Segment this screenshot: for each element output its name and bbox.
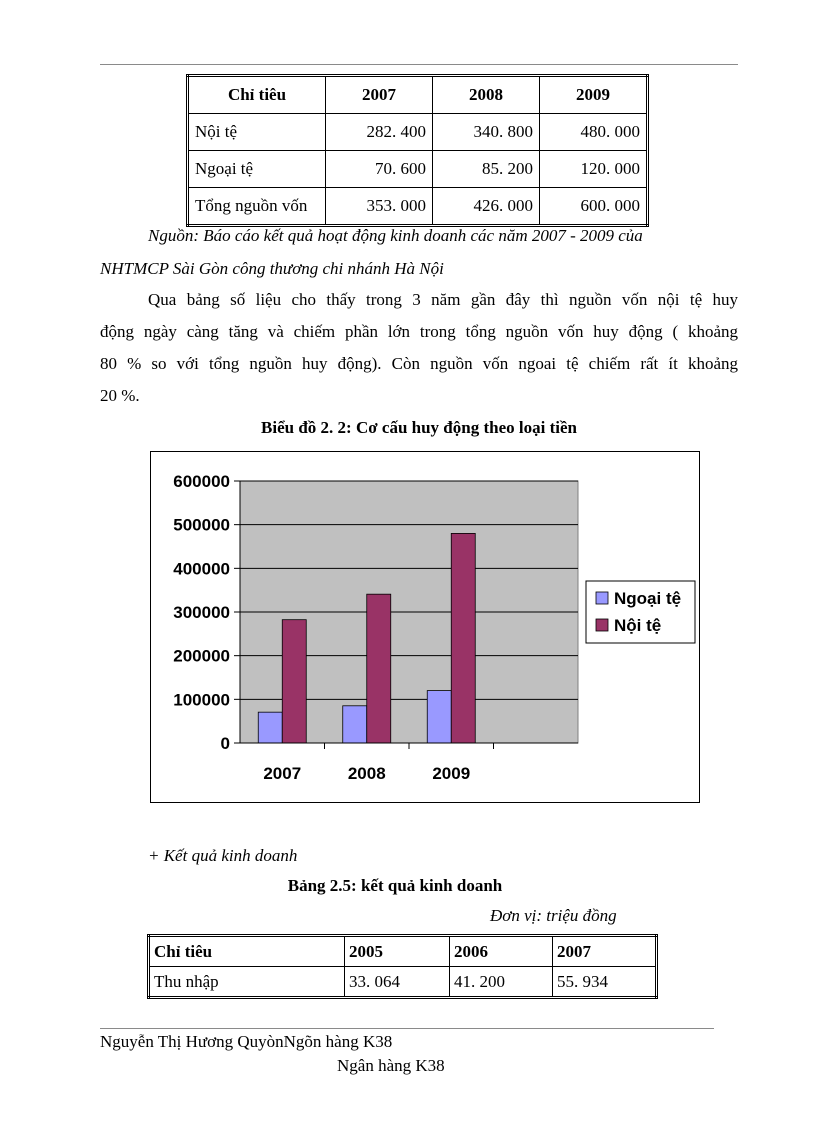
bar-foreign-2007 (258, 712, 282, 743)
footer-author: Nguyễn Thị Hương QuyònNgõn hàng K38 (100, 1032, 393, 1051)
table-title: Bảng 2.5: kết quả kinh doanh (287, 876, 503, 895)
table-cell: 85. 200 (433, 151, 540, 188)
table-cell: 41. 200 (450, 967, 553, 998)
table-cell: Tổng nguồn vốn (188, 188, 326, 226)
chart-caption: Biểu đồ 2. 2: Cơ cấu huy động theo loại tiền (261, 418, 577, 437)
table-cell: 70. 600 (326, 151, 433, 188)
table-row (188, 151, 648, 188)
capital-table (186, 74, 649, 227)
body-line: 20 %. (100, 386, 140, 405)
table-cell: 600. 000 (540, 188, 648, 226)
table-cell: 353. 000 (326, 188, 433, 226)
table-header-cell: 2007 (553, 936, 657, 967)
legend-swatch-foreign (596, 592, 608, 604)
table-row (188, 188, 648, 226)
table-cell: 340. 800 (433, 114, 540, 151)
table-header-row (188, 76, 648, 114)
y-tick-label: 0 (220, 734, 230, 753)
legend (586, 581, 695, 643)
table-cell: 480. 000 (540, 114, 648, 151)
footer-department: Ngân hàng K38 (337, 1056, 445, 1075)
section-heading: + Kết quả kinh doanh (148, 846, 298, 865)
table-header-cell: 2006 (450, 936, 553, 967)
y-tick-label: 400000 (173, 559, 230, 579)
x-tick-label: 2009 (432, 764, 471, 783)
y-tick-label: 100000 (173, 690, 230, 710)
bar-foreign-2009 (427, 691, 451, 743)
y-tick-label: 200000 (173, 646, 230, 666)
legend-swatch-local (596, 619, 608, 631)
table-row (188, 114, 648, 151)
table-header-cell: Chỉ tiêu (188, 76, 326, 114)
bar-local-2008 (367, 594, 391, 743)
table-header-cell: 2007 (326, 76, 433, 114)
table-cell: 33. 064 (345, 967, 450, 998)
bar-foreign-2008 (343, 706, 367, 743)
legend-label: Nội tệ (614, 616, 662, 635)
table-cell: Nội tệ (188, 114, 326, 151)
body-line: động ngày càng tăng và chiếm phần lớn trong tổng nguồn vốn huy động ( khoảng (100, 322, 738, 341)
source-line: Nguồn: Báo cáo kết quả hoạt động kinh doanh các năm 2007 - 2009 của (148, 226, 643, 245)
table-header-cell: 2005 (345, 936, 450, 967)
footer-rule (100, 1028, 714, 1029)
table-cell: 426. 000 (433, 188, 540, 226)
business-results-table (147, 934, 658, 999)
table-header-cell: 2009 (540, 76, 648, 114)
header-rule (100, 64, 738, 65)
table-row (149, 967, 657, 998)
table-header-cell: Chỉ tiêu (149, 936, 345, 967)
bar-local-2007 (282, 620, 306, 743)
table-cell: 282. 400 (326, 114, 433, 151)
table-cell: 120. 000 (540, 151, 648, 188)
x-tick-label: 2008 (347, 764, 386, 783)
table-cell: Ngoại tệ (188, 151, 326, 188)
bar-chart (150, 451, 700, 803)
y-tick-label: 300000 (173, 603, 230, 622)
y-tick-label: 500000 (173, 515, 230, 535)
body-line: Qua bảng số liệu cho thấy trong 3 năm gần đây thì nguồn vốn nội tệ huy (148, 290, 738, 309)
body-line: 80 % so với tổng nguồn huy động). Còn nguồn vốn ngoai tệ chiếm rất ít khoảng (100, 354, 738, 373)
x-tick-label: 2007 (263, 764, 302, 783)
y-tick-label: 600000 (173, 472, 230, 491)
body-paragraph (100, 284, 738, 412)
table-cell: 55. 934 (553, 967, 657, 998)
bar-local-2009 (451, 533, 475, 743)
table-cell: Thu nhập (149, 967, 345, 998)
source-line: NHTMCP Sài Gòn công thương chi nhánh Hà Nội (100, 259, 444, 278)
legend-label: Ngoại tệ (614, 589, 682, 608)
table-header-cell: 2008 (433, 76, 540, 114)
unit-note: Đơn vị: triệu đồng (490, 906, 617, 925)
table-header-row (149, 936, 657, 967)
